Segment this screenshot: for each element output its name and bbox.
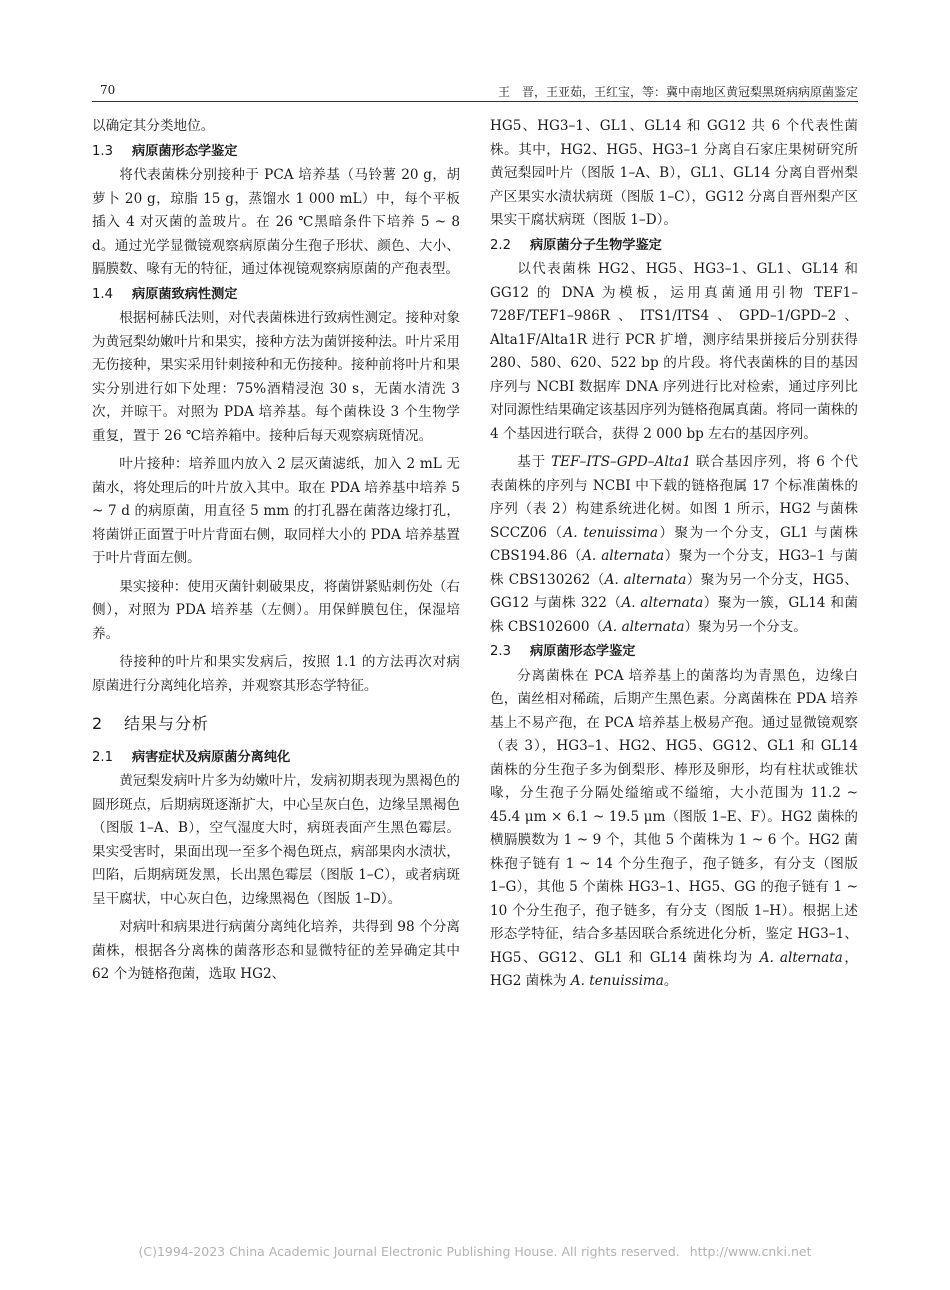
header-rule — [92, 101, 858, 102]
species-name: A. alternata — [604, 571, 687, 588]
paragraph: HG5、HG3–1、GL1、GL14 和 GG12 共 6 个代表性菌株。其中，HG2、HG5、HG3–1 分离自石家庄果树研究所黄冠梨园叶片（图版 1–A、B），GL1、GL14 分离自晋州梨产区果实水渍状病斑（图版 1–C），GG12 分离自晋州梨产区果实干腐状病斑（图版 1–D）。 — [490, 118, 858, 228]
section-number: 2.1 — [92, 749, 113, 765]
section-number: 1.4 — [92, 286, 113, 302]
paragraph: 以代表菌株 HG2、HG5、HG3–1、GL1、GL14 和 GG12 的 DNA 为模板，运用真菌通用引物 TEF1–728F/TEF1–986R、ITS1/ITS4、GPD–1/GPD–2、Alta1F/Alta1R 进行 PCR 扩增，测序结果拼接后分别获得 280、580、620、522 bp 的片段。将代表菌株的目的基因序列与 NCBI 数据库 DNA 序列进行比对检索，通过序列比对同源性结果确定该基因序列为链格孢属真菌。将同一菌株的 4 个基因进行联合，获得 2 000 bp 左右的基因序列。 — [490, 261, 858, 442]
text-run: 分离菌株在 PCA 培养基上的菌落均为青黑色，边缘白色，菌丝相对稀疏，后期产生黑色素。分离菌株在 PDA 培养基上不易产孢，在 PCA 培养基上极易产孢。通过显微镜观察（表 3），HG3–1、HG2、HG5、GG12、GL1 和 GL14 菌株的分生孢子多为倒梨形、棒形及卵形，均有柱状或锥状喙，分生孢子分隔处缢缩或不缢缩，大小范围为 11.2 ~ 45.4 μm × 6.1 ~ 19.5 μm（图版 1–E、F）。HG2 菌株的横膈膜数为 1 ~ 9 个，其他 5 个菌株为 1 ~ 6 个。HG2 菌株孢子链有 1 ~ 14 个分生孢子，孢子链多，有分支（图版 1–G），其他 5 个菌株 HG3–1、HG5、GG 的孢子链有 1 ~ 10 个分生孢子，孢子链多，有分支（图版 1–H）。根据上述形态学特征，结合多基因联合系统进化分析，鉴定 HG3–1、HG5、GG12、GL1 和 GL14 菌株均为 — [490, 667, 858, 966]
paragraph: 对病叶和病果进行病菌分离纯化培养，共得到 98 个分离菌株，根据各分离株的菌落形态和显微特征的差异确定其中 62 个为链格孢菌，选取 HG2、 — [92, 919, 460, 982]
page-number: 70 — [100, 83, 116, 97]
section-title: 病原菌致病性测定 — [132, 286, 238, 302]
paragraph: 待接种的叶片和果实发病后，按照 1.1 的方法再次对病原菌进行分离纯化培养，并观察其形态学特征。 — [92, 654, 460, 694]
section-title: 病原菌形态学鉴定 — [530, 644, 636, 659]
running-head: 王 晋，王亚茹，王红宝，等：冀中南地区黄冠梨黑斑病病原菌鉴定 — [497, 85, 858, 99]
section-heading-1-3 — [92, 140, 460, 164]
paragraph — [490, 451, 858, 639]
text-run: ）聚为另一个分支。 — [684, 618, 807, 635]
paragraph: 将代表菌株分别接种于 PCA 培养基（马铃薯 20 g，胡萝卜 20 g，琼脂 15 g，蒸馏水 1 000 mL）中，每个平板插入 4 对灭菌的盖玻片。在 26 ℃黑暗条件下培养 5 ~ 8 d。通过光学显微镜观察病原菌分生孢子形状、颜色、大小、膈膜数、喙有无的特征，通过体视镜观察病原菌的产孢表型。 — [92, 167, 460, 277]
section-title: 病害症状及病原菌分离纯化 — [132, 749, 291, 765]
paragraph: 叶片接种：培养皿内放入 2 层灭菌滤纸，加入 2 mL 无菌水，将处理后的叶片放入其中。取在 PDA 培养基中培养 5 ~ 7 d 的病原菌，用直径 5 mm 的打孔器在菌落边缘打孔，将菌饼正面置于叶片背面右侧，取同样大小的 PDA 培养基置于叶片背面左侧。 — [92, 456, 460, 566]
paragraph — [490, 665, 858, 994]
section-heading-2-1 — [92, 746, 460, 770]
section-heading-1-4 — [92, 283, 460, 307]
left-column — [92, 115, 460, 987]
gene-names: TEF–ITS–GPD–Alta1 — [551, 454, 691, 470]
species-name: A. tenuissima — [570, 973, 664, 989]
section-heading-2-3 — [490, 640, 858, 664]
species-name: A. alternata — [621, 595, 704, 611]
species-name: A. alternata — [582, 548, 665, 564]
page-footer — [0, 1244, 950, 1259]
text-run: 联合基因序列，将 6 个代表菌株的序列与 NCBI 中下载的链格孢属 17 个标准菌株的序列（表 2）构建系统进化树。如图 1 所示，HG2 与菌株 SCCZ06（ — [490, 454, 858, 541]
text-run: 。 — [663, 973, 678, 989]
paragraph: 以确定其分类地位。 — [92, 118, 215, 134]
text-run: ，HG2 菌株为 — [490, 949, 859, 989]
species-name: A. alternata — [759, 949, 843, 966]
right-column — [490, 115, 858, 994]
text-run: 基于 — [517, 454, 552, 470]
text-run: ）聚为一个分支，HG3–1 与菌株 CBS130262（ — [490, 548, 858, 588]
species-name: A. tenuissima — [563, 524, 658, 541]
page-header — [92, 80, 858, 102]
species-name: A. alternata — [603, 618, 685, 635]
section-number: 2 — [92, 714, 104, 733]
text-run: ）聚为一簇，GL14 和菌株 CBS102600（ — [490, 595, 859, 635]
text-run: ）聚为另一个分支，HG5、GG12 与菌株 322（ — [490, 571, 858, 611]
section-title: 病原菌分子生物学鉴定 — [530, 237, 662, 253]
copyright-notice: (C)1994-2023 China Academic Journal Electronic Publishing House. All rights reserved. — [138, 1244, 680, 1259]
section-title: 结果与分析 — [124, 714, 210, 733]
paragraph: 根据柯赫氏法则，对代表菌株进行致病性测定。接种对象为黄冠梨幼嫩叶片和果实，接种方法为菌饼接种法。叶片采用无伤接种，果实采用针刺接种和无伤接种。接种前将叶片和果实分别进行如下处理：75%酒精浸泡 30 s，无菌水清洗 3 次，并晾干。对照为 PDA 培养基。每个菌株设 3 个生物学重复，置于 26 ℃培养箱中。接种后每天观察病斑情况。 — [92, 310, 460, 444]
section-heading-2 — [92, 712, 460, 736]
section-number: 2.3 — [490, 644, 511, 659]
text-run: ）聚为一个分支，GL1 与菌株 CBS194.86（ — [490, 524, 858, 564]
paragraph: 果实接种：使用灭菌针刺破果皮，将菌饼紧贴刺伤处（右侧），对照为 PDA 培养基（左侧）。用保鲜膜包住，保湿培养。 — [92, 578, 460, 642]
section-heading-2-2 — [490, 234, 858, 258]
paragraph: 黄冠梨发病叶片多为幼嫩叶片，发病初期表现为黑褐色的圆形斑点，后期病斑逐渐扩大，中心呈灰白色，边缘呈黑褐色（图版 1–A、B），空气湿度大时，病斑表面产生黑色霉层。果实受害时，果面出现一至多个褐色斑点，病部果肉水渍状，凹陷，后期病斑发黑，长出黑色霉层（图版 1–C），或者病斑呈干腐状，中心灰白色，边缘黑褐色（图版 1–D）。 — [92, 773, 460, 907]
footer-url[interactable]: http://www.cnki.net — [689, 1244, 812, 1259]
section-title: 病原菌形态学鉴定 — [132, 143, 238, 159]
section-number: 2.2 — [490, 237, 511, 253]
section-number: 1.3 — [92, 143, 113, 159]
